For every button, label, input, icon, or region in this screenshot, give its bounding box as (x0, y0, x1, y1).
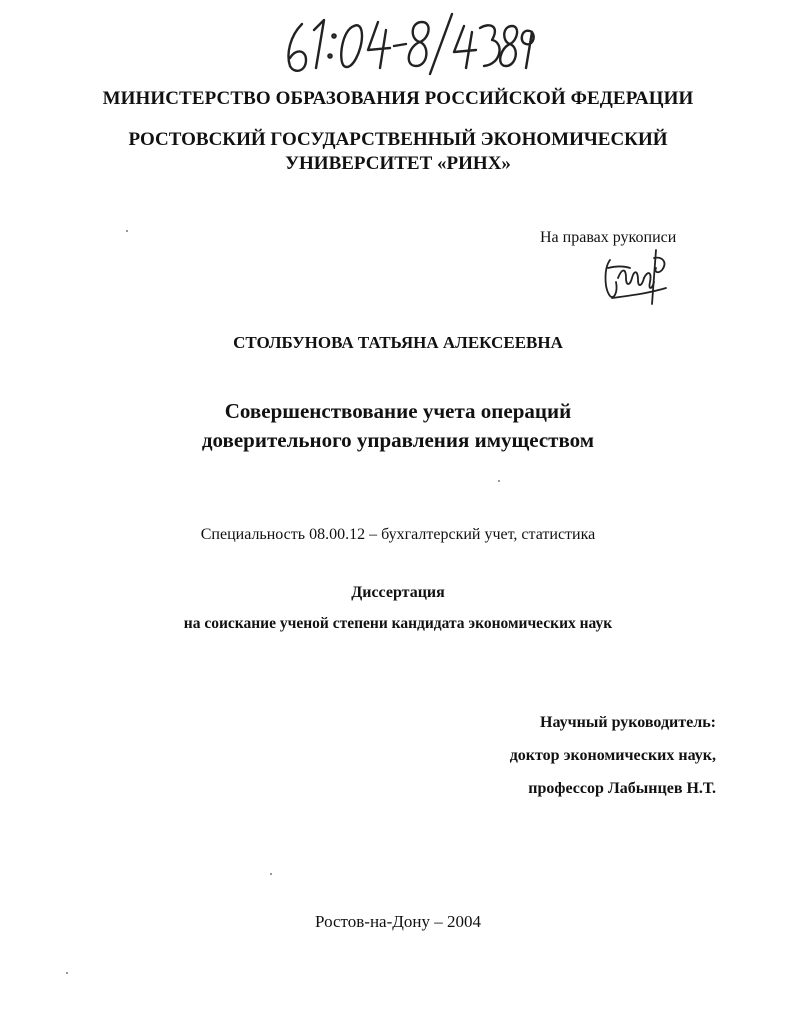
manuscript-rights-note: На правах рукописи (540, 229, 677, 246)
title-line-2: доверительного управления имуществом (201, 428, 595, 452)
work-type: Диссертация (351, 584, 445, 601)
scan-speck (270, 873, 272, 875)
author-name: СТОЛБУНОВА ТАТЬЯНА АЛЕКСЕЕВНА (233, 333, 563, 352)
supervisor-block (400, 706, 716, 805)
university-heading (0, 128, 796, 176)
scan-speck (126, 230, 128, 232)
supervisor-degree: доктор экономических наук, (509, 747, 716, 764)
author-signature (596, 238, 676, 310)
handwritten-archive-number (280, 10, 540, 80)
degree-line: на соискание ученой степени кандидата экономических наук (183, 615, 613, 632)
specialty-line: Специальность 08.00.12 – бухгалтерский учет, статистика (200, 526, 596, 543)
title-line-1: Совершенствование учета операций (224, 399, 572, 423)
ministry-heading: МИНИСТЕРСТВО ОБРАЗОВАНИЯ РОССИЙСКОЙ ФЕДЕРАЦИИ (102, 88, 694, 109)
supervisor-name: профессор Лабынцев Н.Т. (528, 780, 716, 797)
supervisor-label: Научный руководитель: (540, 714, 716, 731)
scan-speck (498, 480, 500, 482)
city-year: Ростов-на-Дону – 2004 (315, 912, 481, 931)
dissertation-title (0, 397, 796, 455)
university-line-2: УНИВЕРСИТЕТ «РИНХ» (285, 153, 511, 174)
scan-speck (66, 972, 68, 974)
university-line-1: РОСТОВСКИЙ ГОСУДАРСТВЕННЫЙ ЭКОНОМИЧЕСКИЙ (128, 129, 668, 150)
